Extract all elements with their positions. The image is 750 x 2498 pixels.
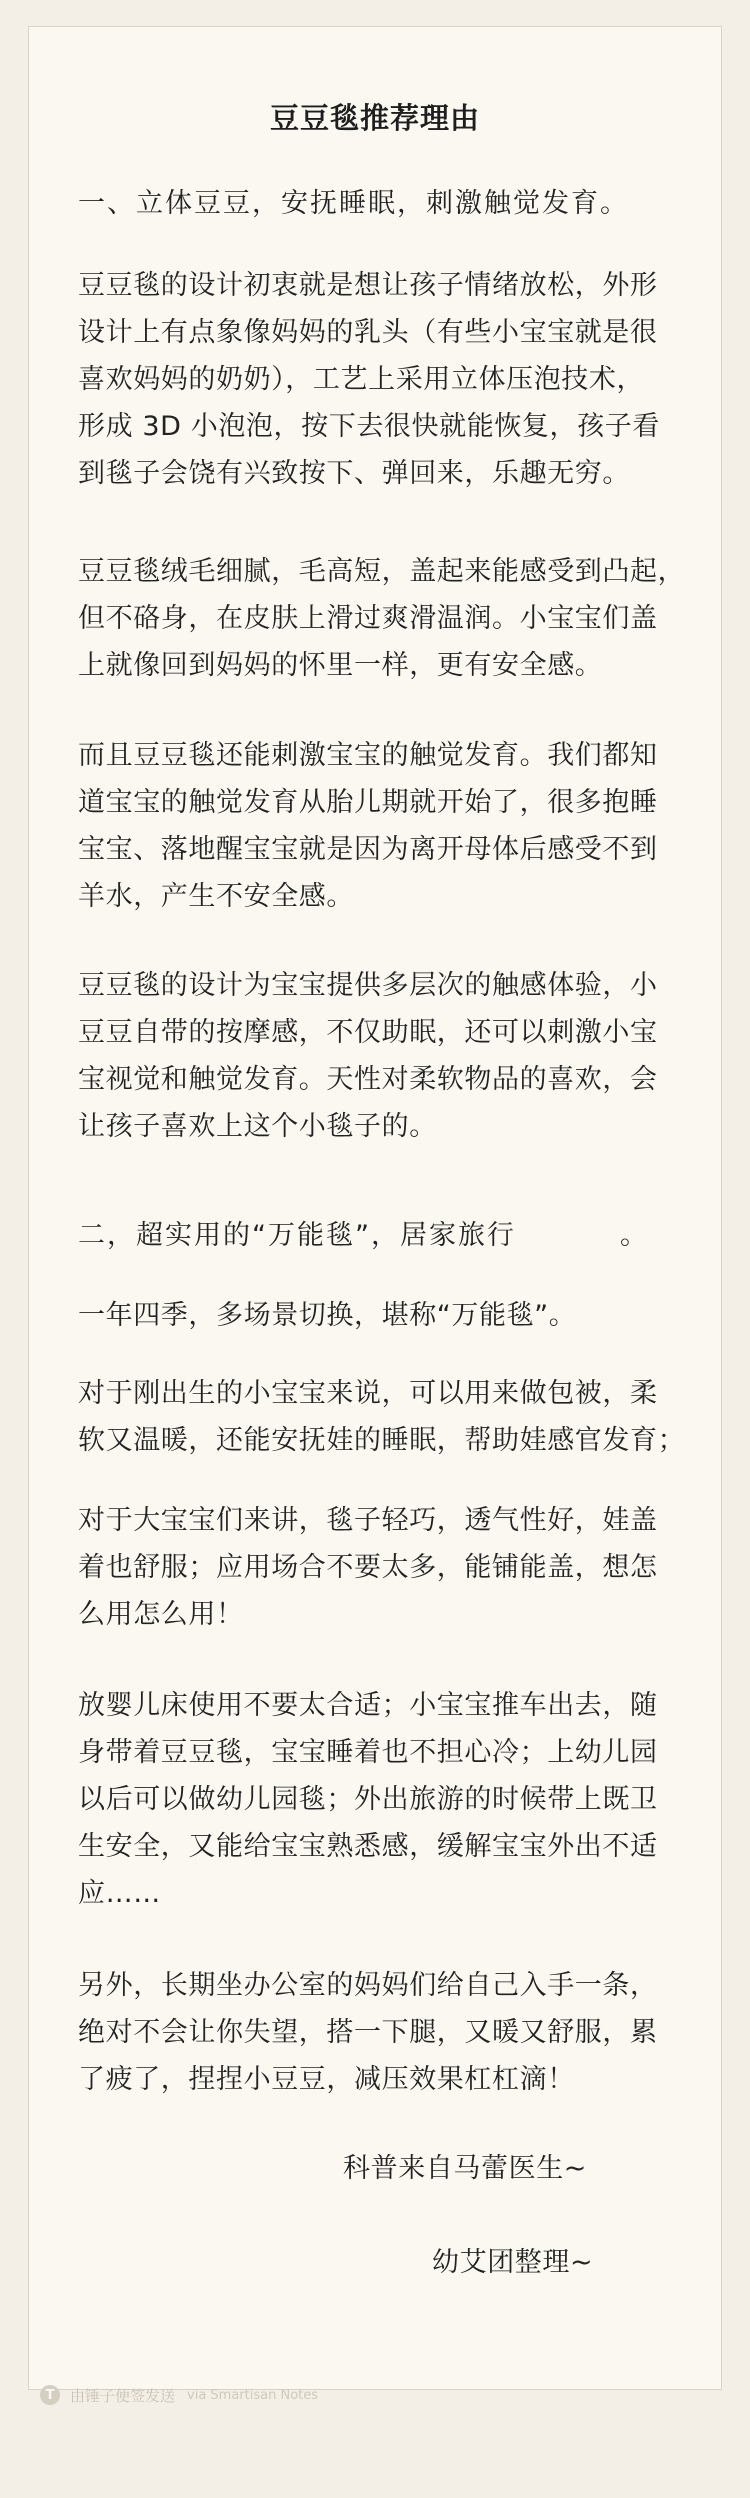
- paragraph-newborn: [78, 1370, 686, 1464]
- text-line: 放婴儿床使用不要太合适；小宝宝推车出去，随: [78, 1690, 658, 1721]
- text-line: 豆豆毯的设计为宝宝提供多层次的触感体验，小: [78, 970, 658, 1001]
- paragraph-office-mom: [78, 1962, 678, 2103]
- note-title: 豆豆毯推荐理由: [269, 101, 480, 135]
- text-line: 形成 3D 小泡泡，按下去很快就能恢复，孩子看: [78, 411, 660, 442]
- text-line: 绝对不会让你失望，搭一下腿，又暖又舒服，累: [78, 2017, 658, 2048]
- text-line: 而且豆豆毯还能刺激宝宝的触觉发育。我们都知: [78, 740, 658, 771]
- text-line: 道宝宝的触觉发育从胎儿期就开始了，很多抱睡: [78, 787, 658, 818]
- heading-text: 一、立体豆豆，安抚睡眠，刺激触觉发育。: [78, 188, 629, 219]
- text-line: 上就像回到妈妈的怀里一样，更有安全感。: [78, 650, 603, 681]
- text-line: 对于大宝宝们来讲，毯子轻巧，透气性好，娃盖: [78, 1505, 658, 1536]
- paragraph-tactile-experience: [78, 962, 678, 1150]
- text-line: 设计上有点象像妈妈的乳头（有些小宝宝就是很: [78, 317, 658, 348]
- footer-via: via Smartisan Notes: [187, 2387, 319, 2403]
- blurred-region: [520, 1222, 616, 1252]
- text-line: 软又温暖，还能安抚娃的睡眠，帮助娃感官发育；: [78, 1425, 686, 1456]
- editor-credit: 幼艾团整理~: [432, 2247, 594, 2278]
- text-line: 到毯子会饶有兴致按下、弹回来，乐趣无穷。: [78, 458, 630, 489]
- paragraph-touch-development: [78, 732, 678, 920]
- text-line: 羊水，产生不安全感。: [78, 881, 354, 912]
- text-line: 生安全，又能给宝宝熟悉感，缓解宝宝外出不适: [78, 1831, 658, 1862]
- text-line: 豆豆毯绒毛细腻，毛高短，盖起来能感受到凸起，: [78, 556, 686, 587]
- text-line: 宝视觉和触觉发育。天性对柔软物品的喜欢，会: [78, 1064, 658, 1095]
- text-line: 以后可以做幼儿园毯；外出旅游的时候带上既卫: [78, 1784, 658, 1815]
- text-line: 但不硌身，在皮肤上滑过爽滑温润。小宝宝们盖: [78, 603, 658, 634]
- text-line: 么用怎么用！: [78, 1599, 244, 1630]
- text-line: 着也舒服；应用场合不要太多，能铺能盖，想怎: [78, 1552, 658, 1583]
- source-credit: 科普来自马蕾医生~: [343, 2153, 588, 2184]
- paragraph-design-origin: [78, 262, 678, 497]
- paragraph-texture: [78, 548, 686, 689]
- text-line: 一年四季，多场景切换，堪称“万能毯”。: [78, 1300, 577, 1331]
- heading-end: 。: [619, 1220, 649, 1251]
- section2-heading: [78, 1212, 678, 1259]
- text-line: 宝宝、落地醒宝宝就是因为离开母体后感受不到: [78, 834, 658, 865]
- text-line: 身带着豆豆毯，宝宝睡着也不担心冷；上幼儿园: [78, 1737, 658, 1768]
- smartisan-logo-icon: T: [40, 2385, 60, 2405]
- paragraph-older-baby: [78, 1497, 678, 1638]
- text-line: 对于刚出生的小宝宝来说，可以用来做包被，柔: [78, 1378, 658, 1409]
- footer-sent-from: 由锤子便签发送: [70, 2386, 176, 2405]
- heading-text: [78, 1212, 678, 1259]
- text-line: 让孩子喜欢上这个小毯子的。: [78, 1111, 437, 1142]
- text-line: 豆豆毯的设计初衷就是想让孩子情绪放松，外形: [78, 270, 658, 301]
- smartisan-footer: [40, 2380, 318, 2410]
- text-line: 豆豆自带的按摩感，不仅助眠，还可以刺激小宝: [78, 1017, 658, 1048]
- text-line: 喜欢妈妈的奶奶），工艺上采用立体压泡技术，: [78, 364, 645, 395]
- paragraph-usage-scenes: [78, 1682, 678, 1917]
- text-line: 应……: [78, 1878, 161, 1909]
- text-line: 了疲了，捏捏小豆豆，减压效果杠杠滴！: [78, 2064, 575, 2095]
- text-line: 另外，长期坐办公室的妈妈们给自己入手一条，: [78, 1970, 658, 2001]
- section1-heading: [78, 180, 678, 227]
- heading-start: 二，超实用的“万能毯”，居家旅行: [78, 1220, 516, 1251]
- paragraph-all-seasons: [78, 1292, 678, 1339]
